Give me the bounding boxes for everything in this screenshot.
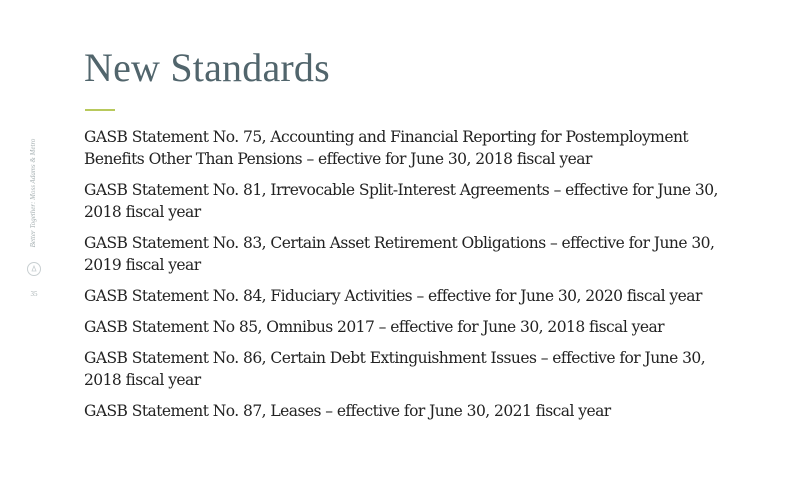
list-item: GASB Statement No. 87, Leases – effective for June 30, 2021 fiscal year — [84, 402, 611, 420]
sidebar-tagline: Better Together: Moss Adams & Metro — [29, 138, 37, 248]
list-item: GASB Statement No. 75, Accounting and Financial Reporting for Postemployment Benefits Other Than Pensions – effective for June 30, 2018 fiscal year — [84, 128, 689, 168]
title-accent-rule — [85, 109, 115, 111]
list-item: GASB Statement No. 83, Certain Asset Retirement Obligations – effective for June 30, 2019 fiscal year — [84, 234, 715, 274]
page-number: 35 — [30, 290, 38, 298]
list-item: GASB Statement No. 86, Certain Debt Extinguishment Issues – effective for June 30, 2018 fiscal year — [84, 349, 706, 389]
list-item: GASB Statement No. 81, Irrevocable Split-Interest Agreements – effective for June 30, 2018 fiscal year — [84, 181, 718, 221]
slide-title: New Standards — [84, 45, 330, 90]
list-item: GASB Statement No. 84, Fiduciary Activities – effective for June 30, 2020 fiscal year — [84, 287, 702, 305]
logo-icon — [27, 262, 41, 276]
standards-list — [84, 126, 744, 431]
list-item: GASB Statement No 85, Omnibus 2017 – effective for June 30, 2018 fiscal year — [84, 318, 665, 336]
